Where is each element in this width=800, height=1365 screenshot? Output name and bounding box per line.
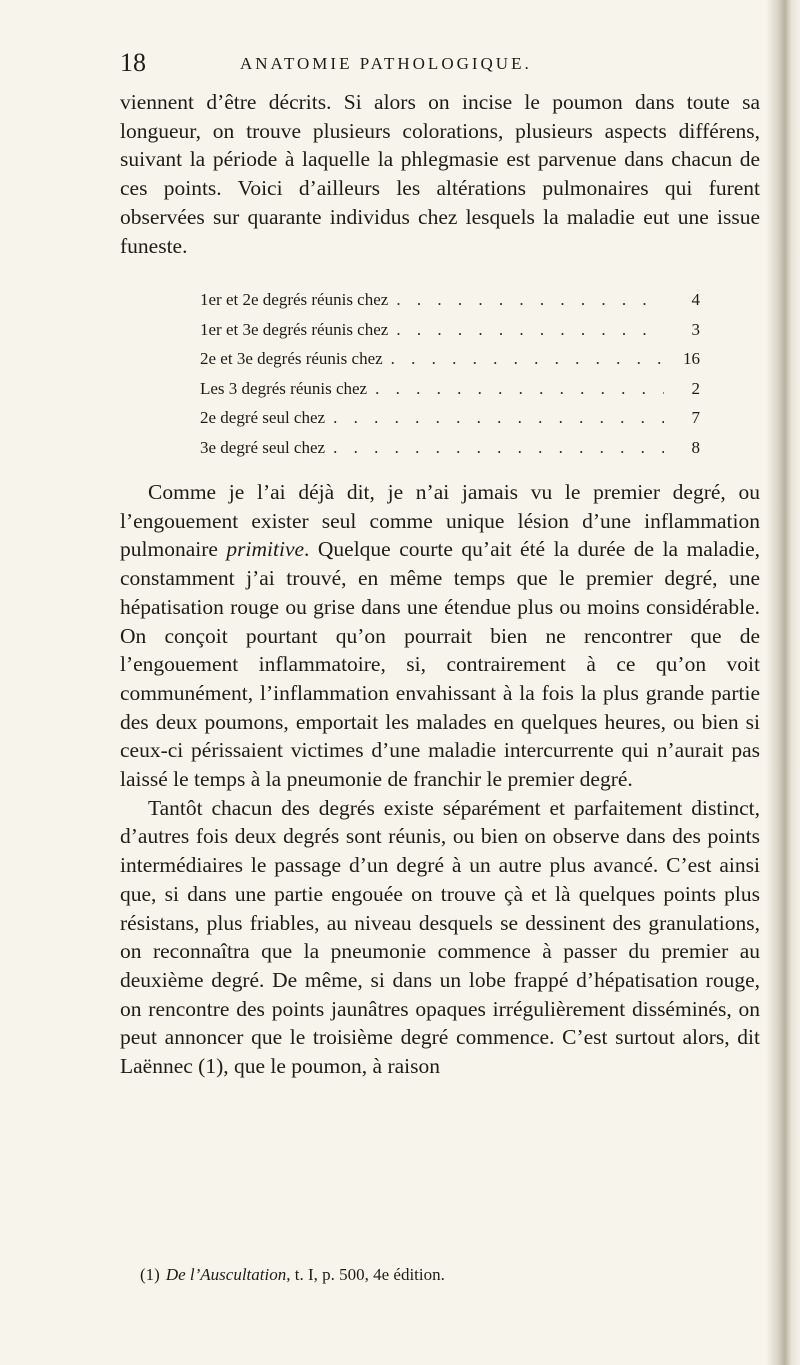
footnote-mark: (1) [140,1265,160,1284]
row-count: 4 [691,290,700,309]
row-count: 3 [691,319,700,339]
row-label: Les 3 degrés réunis chez [200,378,368,398]
row-count: 2 [691,378,700,398]
paragraph-2-part-a: Comme je l’ai déjà dit, je n’ai jamais vu le premier degré, ou l’engouement exister seul comme unique lésion d’une inflammation pulmonaire [120,480,760,562]
row-label: 2e et 3e degrés réunis chez [200,349,383,369]
emphasis-primitive: primitive [226,537,305,562]
main-text [120,478,760,1081]
table-row [200,290,700,320]
footnote [140,1264,760,1286]
row-count: 7 [691,408,700,428]
dot-leader [391,349,664,369]
binding-edge-shadow [766,0,800,1365]
paragraph-2-part-b: . Quelque courte qu’ait été la durée de la maladie, constamment j’ai trouvé, en même temps que le premier degré, une hépatisation rouge ou grise dans une étendue plus ou moins considérable. On conçoit pourtant qu’on pourrait bien ne rencontrer que de l’engouement inflammatoire, si, contrairement à ce qu’on voit communément, l’inflammation envahissant à la fois la plus grande partie des deux poumons, emportait les malades en quelques heures, ou bien si ceux-ci périssaient victimes d’une maladie intercurrente qui n’aurait pas laissé le temps à la pneumonie de franchir le premier degré. [120,537,760,792]
footnote-rest: , t. I, p. 500, 4e édition. [286,1265,445,1284]
paragraph-3: Tantôt chacun des degrés existe séparément et parfaitement distinct, d’autres fois deux degrés sont réunis, ou bien on observe dans des points intermédiaires le passage d’un degré à un autre plus avancé. C’est ainsi que, si dans une partie engouée on trouve çà et là quelques points plus résistans, plus friables, au niveau desquels se dessinent des granulations, on reconnaîtra que la pneumonie commence à passer du premier au deuxième degré. De même, si dans un lobe frappé d’hépatisation rouge, on rencontre des points jaunâtres opaques irrégulièrement disséminés, on peut annoncer que le troisième degré commence. C’est surtout alors, dit Laënnec (1), que le poumon, à raison [120,795,760,1079]
page-number: 18 [120,48,146,77]
row-label: 1er et 3e degrés réunis chez [200,319,389,339]
dot-leader [333,438,664,458]
row-count: 16 [683,349,700,369]
paragraph-1-text: viennent d’être décrits. Si alors on incise le poumon dans toute sa longueur, on trouve plusieurs colorations, plusieurs aspects différens, suivant la période à laquelle la phlegmasie est parvenue dans chacun de ces points. Voici d’ailleurs les altérations pulmonaires qui furent observées sur quarante individus chez lesquels la maladie eut une issue funeste. [120,90,760,258]
row-label: 2e degré seul chez [200,408,326,428]
paragraph-2 [120,478,760,794]
row-count: 8 [691,437,700,457]
footnote-title: De l’Auscultation [165,1265,287,1284]
dot-leader [333,408,664,428]
row-label: 1er et 2e degrés réunis chez [200,290,389,309]
page-header [120,48,760,88]
row-label: 3e degré seul chez [200,437,326,457]
running-title: ANATOMIE PATHOLOGIQUE. [240,54,532,73]
dot-leader [396,320,664,340]
dot-leader [375,379,664,399]
table-row [200,408,700,438]
table-row [200,349,700,379]
table-row [200,438,700,468]
table-row [200,320,700,350]
table-row [200,379,700,409]
degree-table [200,290,700,468]
dot-leader [396,290,664,310]
paragraph-1 [120,88,760,260]
